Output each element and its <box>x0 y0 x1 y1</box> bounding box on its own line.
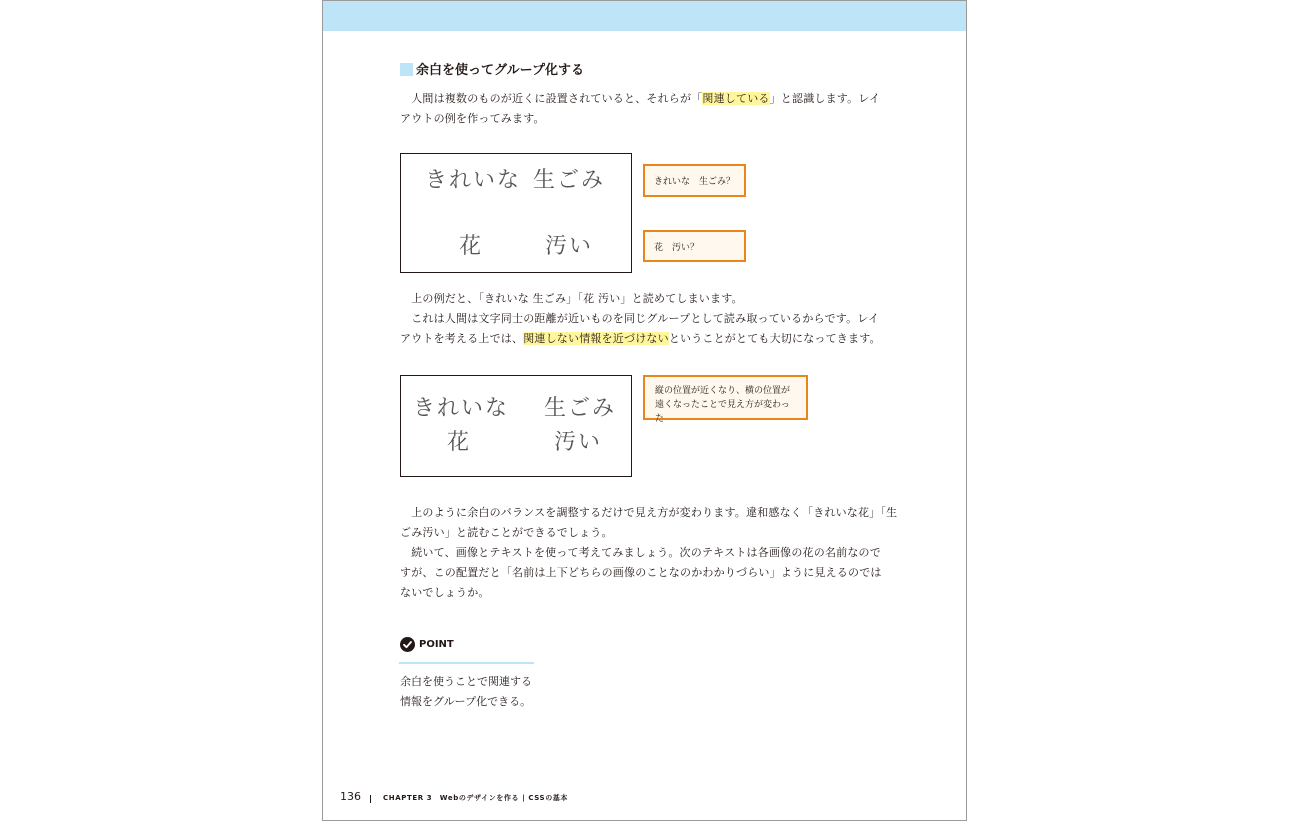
callout-hana-kitanai: 花 汚い？ <box>643 230 746 262</box>
intro-line-2: アウトの例を作ってみます。 <box>400 112 545 125</box>
point-label: POINT <box>419 639 454 650</box>
footer-separator <box>370 795 371 803</box>
conclusion-line-1: 上のように余白のバランスを調整するだけで見え方が変わります。違和感なく「きれいな花」「生 <box>411 506 898 519</box>
conclusion-line-5: ないでしょうか。 <box>400 586 490 599</box>
callout-kireina-namagomi: きれいな 生ごみ？ <box>643 164 746 197</box>
top-color-band <box>323 1 966 31</box>
word-kitanai-2: 汚い <box>554 430 603 455</box>
explanation-line-1: 上の例だと、「きれいな 生ごみ」「花 汚い」と読めてしまいます。 <box>411 292 743 305</box>
word-namagomi: 生ごみ <box>533 168 606 193</box>
page-number: 136 <box>340 790 361 803</box>
intro-line-1: 人間は複数のものが近くに設置されていると、それらが「関連している」と認識します。レイ <box>411 92 881 105</box>
paragraph-conclusion <box>400 503 898 603</box>
callout-position-changed: 縦の位置が近くなり、横の位置が 遠くなったことで見え方が変わった <box>643 375 808 420</box>
point-text: 余白を使うことで関連する 情報をグループ化できる。 <box>400 675 532 708</box>
word-hana-2: 花 <box>447 430 472 455</box>
heading-square-icon <box>400 63 413 76</box>
section-heading <box>400 62 584 80</box>
example-box-2 <box>400 375 632 477</box>
word-kireina: きれいな <box>425 168 522 193</box>
word-namagomi-2: 生ごみ <box>544 396 617 421</box>
highlight-related: 関連している <box>702 92 770 105</box>
word-kitanai: 汚い <box>545 234 594 259</box>
conclusion-line-3: 続いて、画像とテキストを使って考えてみましょう。次のテキストは各画像の花の名前なので <box>411 546 881 559</box>
conclusion-line-2: ごみ汚い」と読むことができるでしょう。 <box>400 526 613 539</box>
example-box-1 <box>400 153 632 273</box>
paragraph-explanation <box>400 289 881 349</box>
explanation-line-3: アウトを考える上では、関連しない情報を近づけないということがとても大切になってきます。 <box>400 332 881 345</box>
point-divider <box>399 662 534 664</box>
word-kireina-2: きれいな <box>413 396 510 421</box>
paragraph-intro <box>400 89 881 129</box>
highlight-unrelated: 関連しない情報を近づけない <box>523 332 669 345</box>
footer-chapter: CHAPTER 3 Webのデザインを作る | CSSの基本 <box>383 794 569 802</box>
heading-text: 余白を使ってグループ化する <box>416 63 584 78</box>
word-hana: 花 <box>459 234 484 259</box>
explanation-line-2: これは人間は文字同士の距離が近いものを同じグループとして読み取っているからです。レイ <box>411 312 880 325</box>
book-page <box>322 0 967 821</box>
conclusion-line-4: すが、この配置だと「名前は上下どちらの画像のことなのかわかりづらい」ように見えるのでは <box>400 566 882 579</box>
check-icon <box>400 637 415 652</box>
